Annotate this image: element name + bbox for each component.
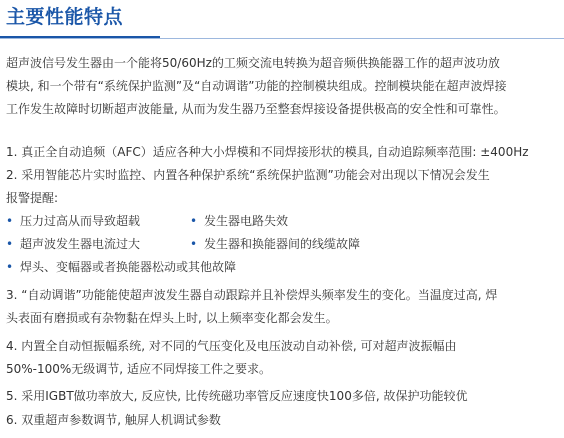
bullet-text: 发生器电路失效 <box>204 214 289 228</box>
bullet-item <box>190 210 288 232</box>
intro-line-1: 超声波信号发生器由一个能将50/60Hz的工频交流电转换为超音频供换能器工作的超声波功放 <box>6 56 500 70</box>
feature-1: 1. 真正全自动追频（AFC）适应各种大小焊模和不同焊接形状的模具, 自动追踪频率范围: ±400Hz <box>6 145 529 159</box>
intro-line-3: 工作发生故障时切断超声波能量, 从而为发生器乃至整套焊接设备提供极高的安全性和可靠性。 <box>6 102 506 116</box>
bullet-text: 焊头、变幅器或者换能器松动或其他故障 <box>20 260 237 274</box>
bullet-item <box>190 233 360 255</box>
intro-line-2: 模块, 和一个带有“系统保护监测”及“自动调谐”功能的控制模块组成。控制模块能在超声波焊接 <box>6 79 507 93</box>
bullet-icon: • <box>6 214 14 228</box>
bullet-icon: • <box>6 237 14 251</box>
feature-2-line-1: 2. 采用智能芯片实时监控、内置各种保护系统“系统保护监测”功能会对出现以下情况会发生 <box>6 168 490 182</box>
feature-3-line-1: 3. “自动调谐”功能能使超声波发生器自动跟踪并且补偿焊头频率发生的变化。当温度过高, 焊 <box>6 288 498 302</box>
bullet-item <box>6 233 140 255</box>
bullet-item <box>6 210 140 232</box>
feature-3-line-2: 头表面有磨损或有杂物黏在焊头上时, 以上频率变化都会发生。 <box>6 311 338 325</box>
bullet-icon: • <box>190 237 198 251</box>
bullet-text: 压力过高从而导致超载 <box>20 214 141 228</box>
title-divider <box>0 38 564 39</box>
feature-2-line-2: 报警提醒: <box>6 191 59 205</box>
feature-6: 6. 双重超声参数调节, 触屏人机调试参数 <box>6 413 221 427</box>
feature-4-line-1: 4. 内置全自动恒振幅系统, 对不同的气压变化及电压波动自动补偿, 可对超声波振幅由 <box>6 339 457 353</box>
bullet-icon: • <box>190 214 198 228</box>
bullet-item <box>6 256 236 278</box>
bullet-icon: • <box>6 260 14 274</box>
bullet-text: 发生器和换能器间的线缆故障 <box>204 237 361 251</box>
feature-5: 5. 采用IGBT做功率放大, 反应快, 比传统磁功率管反应速度快100多倍, 故保护功能较优 <box>6 389 468 403</box>
feature-4-line-2: 50%-100%无级调节, 适应不同焊接工件之要求。 <box>6 362 271 376</box>
section-title: 主要性能特点 <box>6 6 124 28</box>
bullet-text: 超声波发生器电流过大 <box>20 237 141 251</box>
